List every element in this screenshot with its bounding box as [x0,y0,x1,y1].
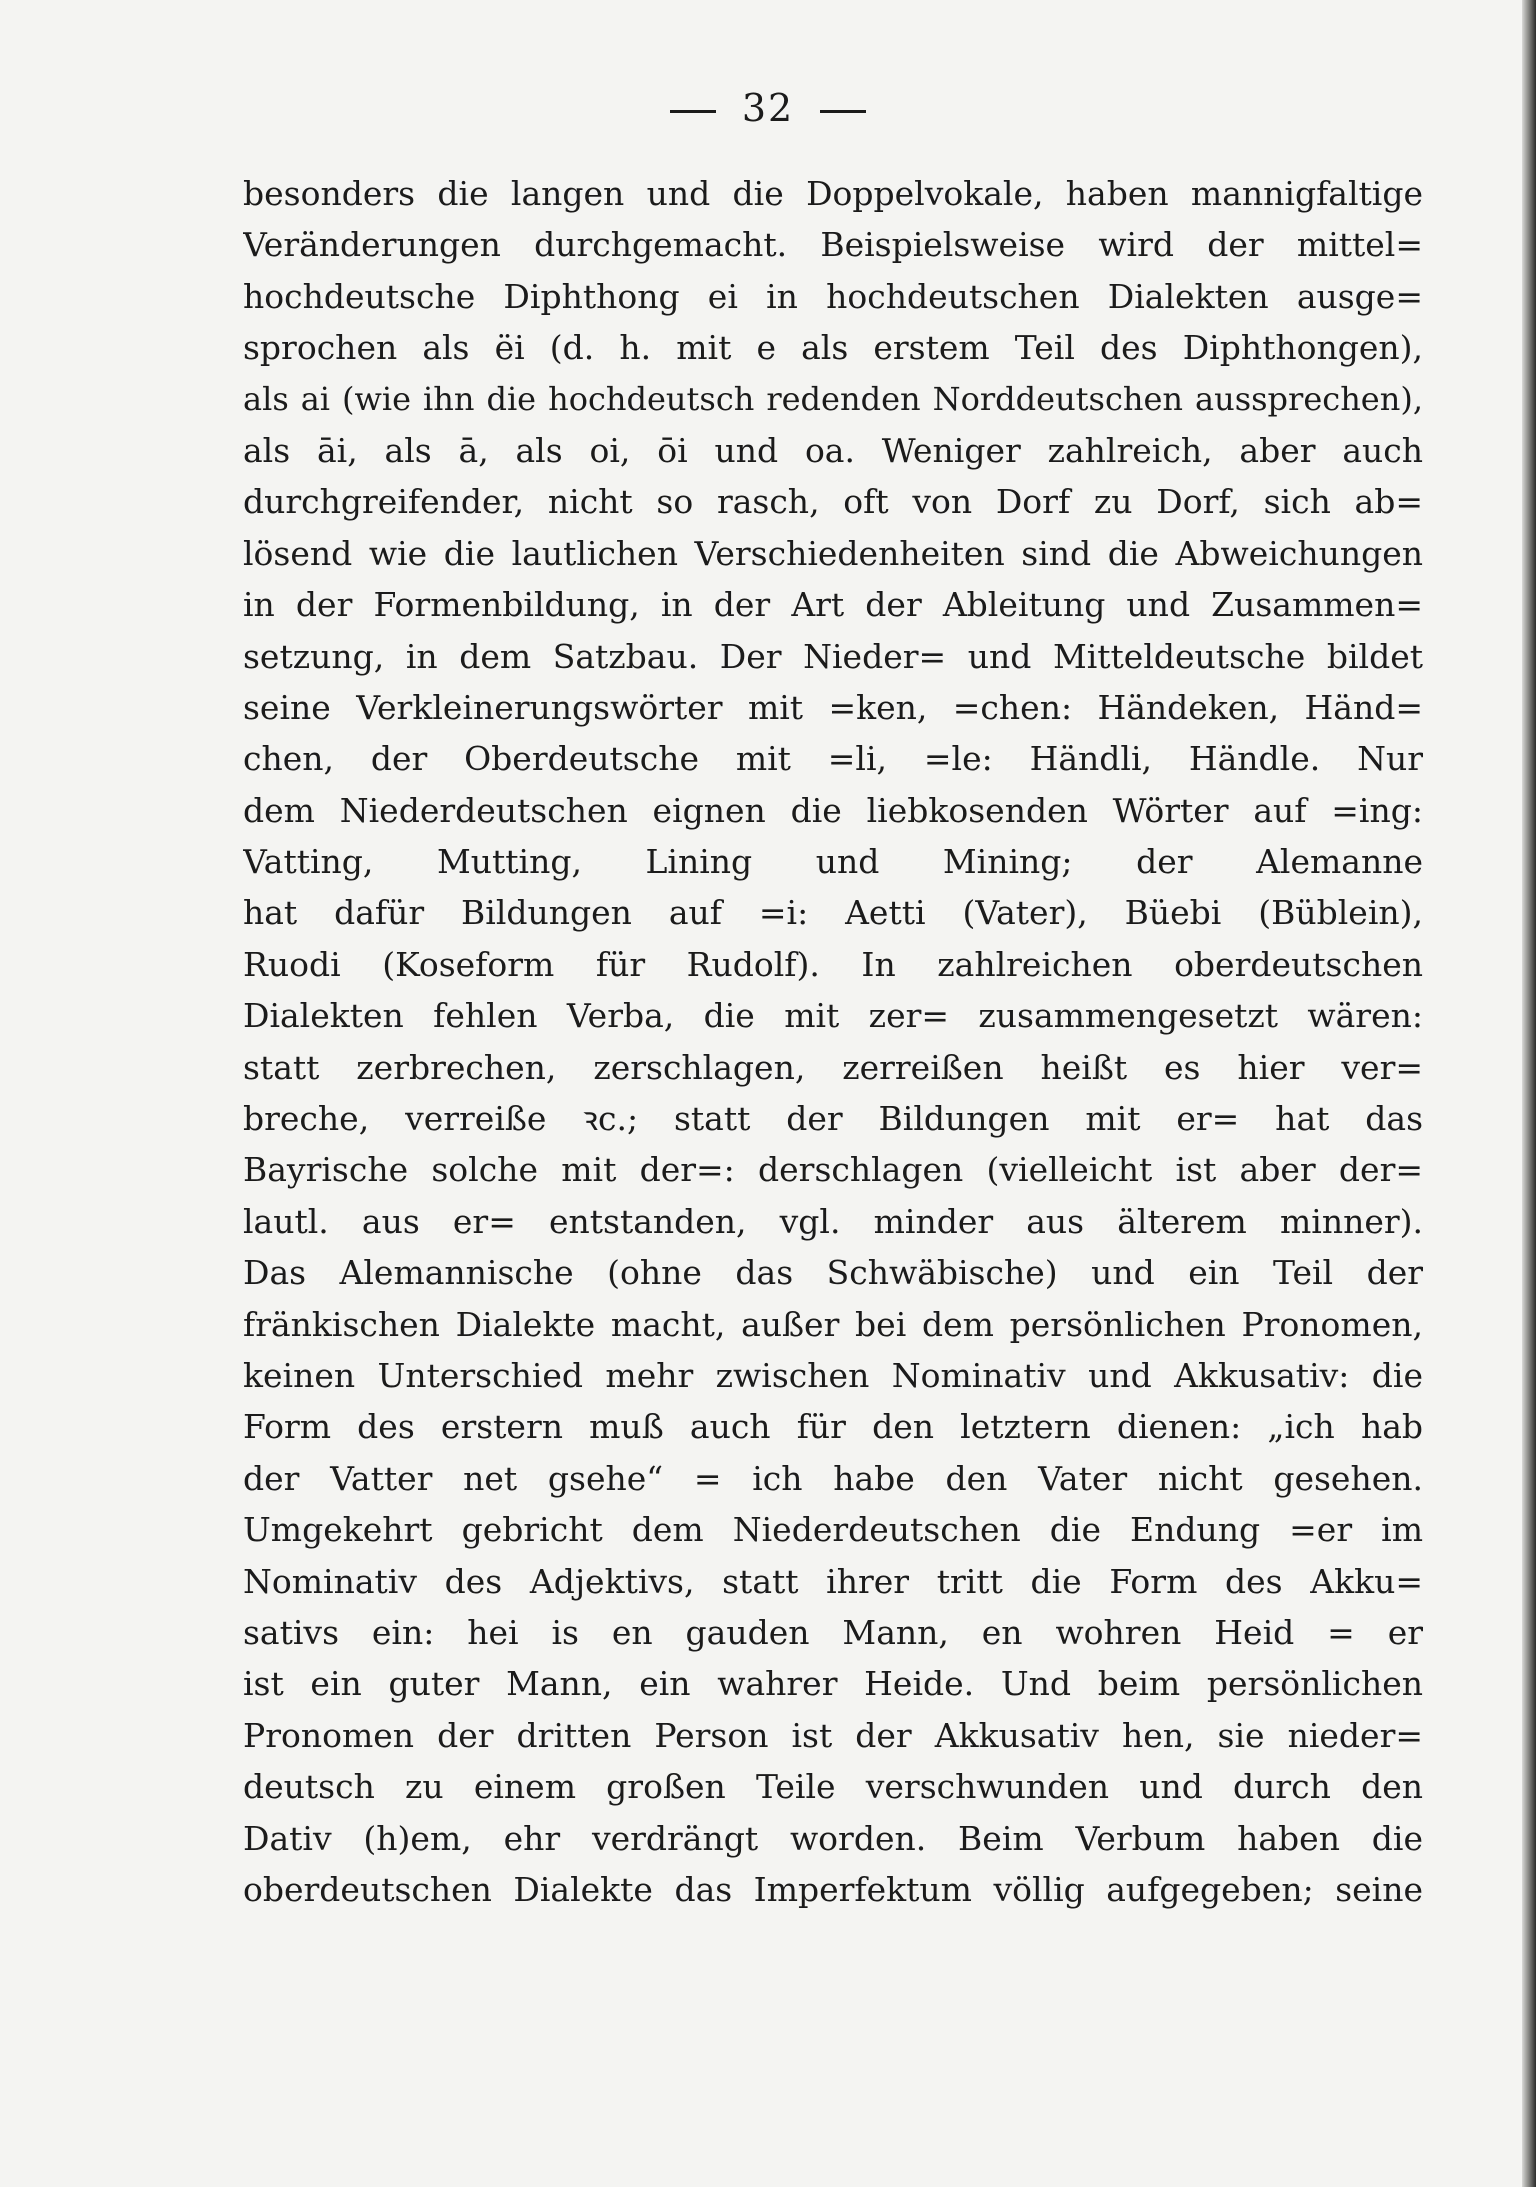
left-dash [670,110,716,113]
body-text [243,168,1423,1915]
text-line: deutsch zu einem großen Teile verschwunden und durch den [243,1767,1423,1807]
page-number: 32 [741,86,795,130]
text-line: Veränderungen durchgemacht. Beispielsweise wird der mittel= [243,225,1423,265]
text-line: Vatting, Mutting, Lining und Mining; der Alemanne [243,842,1423,882]
text-line: sativs ein: hei is en gauden Mann, en wohren Heid = er [243,1612,1423,1652]
text-line: sprochen als ëi (d. h. mit e als erstem Teil des Diphthongen), [243,328,1423,368]
text-line: ist ein guter Mann, ein wahrer Heide. Und beim persönlichen [243,1664,1423,1704]
text-line: setzung, in dem Satzbau. Der Nieder= und Mitteldeutsche bildet [243,636,1423,676]
text-line: oberdeutschen Dialekte das Imperfektum völlig aufgegeben; seine [243,1869,1423,1909]
text-line: Nominativ des Adjektivs, statt ihrer tritt die Form des Akku= [243,1561,1423,1601]
text-line: besonders die langen und die Doppelvokale, haben mannigfaltige [243,174,1423,213]
page-edge-shadow [1522,0,1536,2187]
text-line: chen, der Oberdeutsche mit =li, =le: Händli, Händle. Nur [243,739,1423,779]
text-line: als āi, als ā, als oi, ōi und oa. Weniger zahlreich, aber auch [243,430,1423,470]
text-line: dem Niederdeutschen eignen die liebkosenden Wörter auf =ing: [243,790,1423,830]
text-line: breche, verreiße ꝛc.; statt der Bildungen mit er= hat das [243,1099,1423,1139]
page-header [0,86,1536,130]
text-line: Pronomen der dritten Person ist der Akkusativ hen, sie nieder= [243,1715,1423,1755]
text-line: Form des erstern muß auch für den letztern dienen: „ich hab [243,1407,1423,1447]
text-line: statt zerbrechen, zerschlagen, zerreißen heißt es hier ver= [243,1047,1423,1087]
text-line: hochdeutsche Diphthong ei in hochdeutschen Dialekten ausge= [243,276,1423,316]
text-line: der Vatter net gsehe“ = ich habe den Vater nicht gesehen. [243,1458,1423,1498]
text-line: durchgreifender, nicht so rasch, oft von Dorf zu Dorf, sich ab= [243,482,1423,522]
text-line: Bayrische solche mit der=: derschlagen (vielleicht ist aber der= [243,1150,1423,1190]
text-line: seine Verkleinerungswörter mit =ken, =chen: Händeken, Händ= [243,687,1423,727]
text-line: Ruodi (Koseform für Rudolf). In zahlreichen oberdeutschen [243,944,1423,984]
text-line: Dativ (h)em, ehr verdrängt worden. Beim Verbum haben die [243,1818,1423,1858]
text-line: in der Formenbildung, in der Art der Ableitung und Zusammen= [243,585,1423,625]
text-line: Dialekten fehlen Verba, die mit zer= zusammengesetzt wären: [243,996,1423,1036]
text-line: Das Alemannische (ohne das Schwäbische) und ein Teil der [243,1253,1423,1293]
text-line: lautl. aus er= entstanden, vgl. minder aus älterem minner). [243,1201,1423,1241]
text-line: Umgekehrt gebricht dem Niederdeutschen die Endung =er im [243,1510,1423,1550]
text-line: lösend wie die lautlichen Verschiedenheiten sind die Abweichungen [243,533,1423,573]
text-line: fränkischen Dialekte macht, außer bei dem persönlichen Pronomen, [243,1304,1423,1344]
text-line: als ai (wie ihn die hochdeutsch redenden Norddeutschen aussprechen), [243,379,1423,418]
text-line: hat dafür Bildungen auf =i: Aetti (Vater), Büebi (Büblein), [243,893,1423,933]
right-dash [820,110,866,113]
text-line: keinen Unterschied mehr zwischen Nominativ und Akkusativ: die [243,1355,1423,1395]
